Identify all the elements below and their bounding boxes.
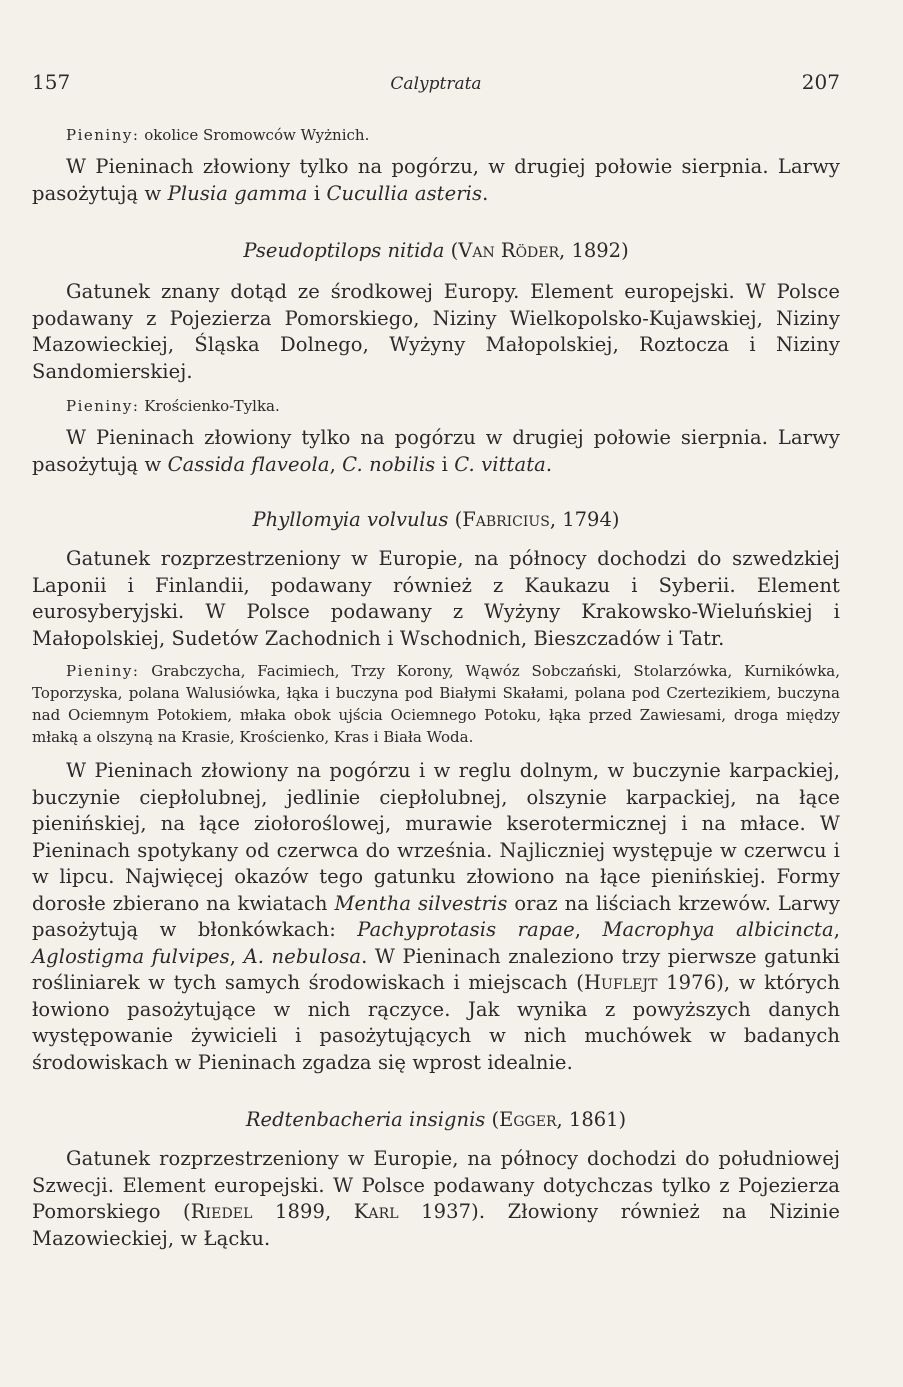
locality-note: Pieniny: Grabczycha, Facimiech, Trzy Korony, Wąwóz Sobczański, Stolarzówka, Kurnikówka, Toporzyska, polana Walusiówka, łąka i buczyna pod Białymi Skałami, polana pod Czertezikiem, buczyna nad Ociemnym Potokiem, młaka obok ujścia Ociemnego Potoku, łąka przed Zawiesami, droga między młaką a olszyną na Krasie, Krościenko, Kras i Biała Woda.	[32, 662, 840, 746]
paragraph: W Pieninach złowiony tylko na pogórzu, w drugiej połowie sierpnia. Larwy pasożytują w Plusia gamma i Cucullia asteris.	[32, 155, 840, 205]
paragraph: Gatunek znany dotąd ze środkowej Europy. Element europejski. W Polsce podawany z Pojezierza Pomorskiego, Niziny Wielkopolsko-Kujawskiej, Niziny Mazowieckiej, Śląska Dolnego, Wyżyny Małopolskiej, Roztocza i Niziny Sandomierskiej.	[32, 280, 840, 383]
right-page-number: 207	[801, 70, 840, 94]
running-head	[32, 70, 840, 104]
locality-note: Pieniny: Krościenko-Tylka.	[66, 397, 280, 415]
species-heading: Pseudoptilops nitida (Van Röder, 1892)	[243, 239, 629, 262]
species-heading: Phyllomyia volvulus (Fabricius, 1794)	[252, 508, 620, 531]
running-title: Calyptrata	[390, 74, 482, 94]
paragraph: W Pieninach złowiony tylko na pogórzu w drugiej połowie sierpnia. Larwy pasożytują w Cassida flaveola, C. nobilis i C. vittata.	[32, 426, 840, 476]
locality-note: Pieniny: okolice Sromowców Wyżnich.	[66, 126, 370, 144]
left-page-number: 157	[32, 70, 71, 94]
species-heading: Redtenbacheria insignis (Egger, 1861)	[245, 1108, 627, 1131]
paragraph: W Pieninach złowiony na pogórzu i w reglu dolnym, w buczynie karpackiej, buczynie ciepłolubnej, jedlinie ciepłolubnej, olszynie karpackiej, na łące pienińskiej, na łące ziołoroślowej, murawie kserotermicznej i na młace. W Pieninach spotykany od czerwca do września. Najliczniej występuje w czerwcu i w lipcu. Najwięcej okazów tego gatunku złowiono na łące pienińskiej. Formy dorosłe zbierano na kwiatach Mentha silvestris oraz na liściach krzewów. Larwy pasożytują w błonkówkach: Pachyprotasis rapae, Macrophya albicincta, Aglostigma fulvipes, A. nebulosa. W Pieninach znaleziono trzy pierwsze gatunki rośliniarek w tych samych środowiskach i miejscach (Huflejt 1976), w których łowiono pasożytujące w nich rączyce. Jak wynika z powyższych danych występowanie żywicieli i pasożytujących w nich muchówek w badanych środowiskach w Pieninach zgadza się wprost idealnie.	[32, 759, 840, 1074]
paragraph: Gatunek rozprzestrzeniony w Europie, na północy dochodzi do południowej Szwecji. Element europejski. W Polsce podawany dotychczas tylko z Pojezierza Pomorskiego (Riedel 1899, Karl 1937). Złowiony również na Nizinie Mazowieckiej, w Łącku.	[32, 1147, 840, 1250]
page	[32, 70, 840, 1252]
paragraph: Gatunek rozprzestrzeniony w Europie, na północy dochodzi do szwedzkiej Laponii i Finlandii, podawany również z Kaukazu i Syberii. Element eurosyberyjski. W Polsce podawany z Wyżyny Krakowsko-Wieluńskiej i Małopolskiej, Sudetów Zachodnich i Wschodnich, Bieszczadów i Tatr.	[32, 547, 840, 650]
